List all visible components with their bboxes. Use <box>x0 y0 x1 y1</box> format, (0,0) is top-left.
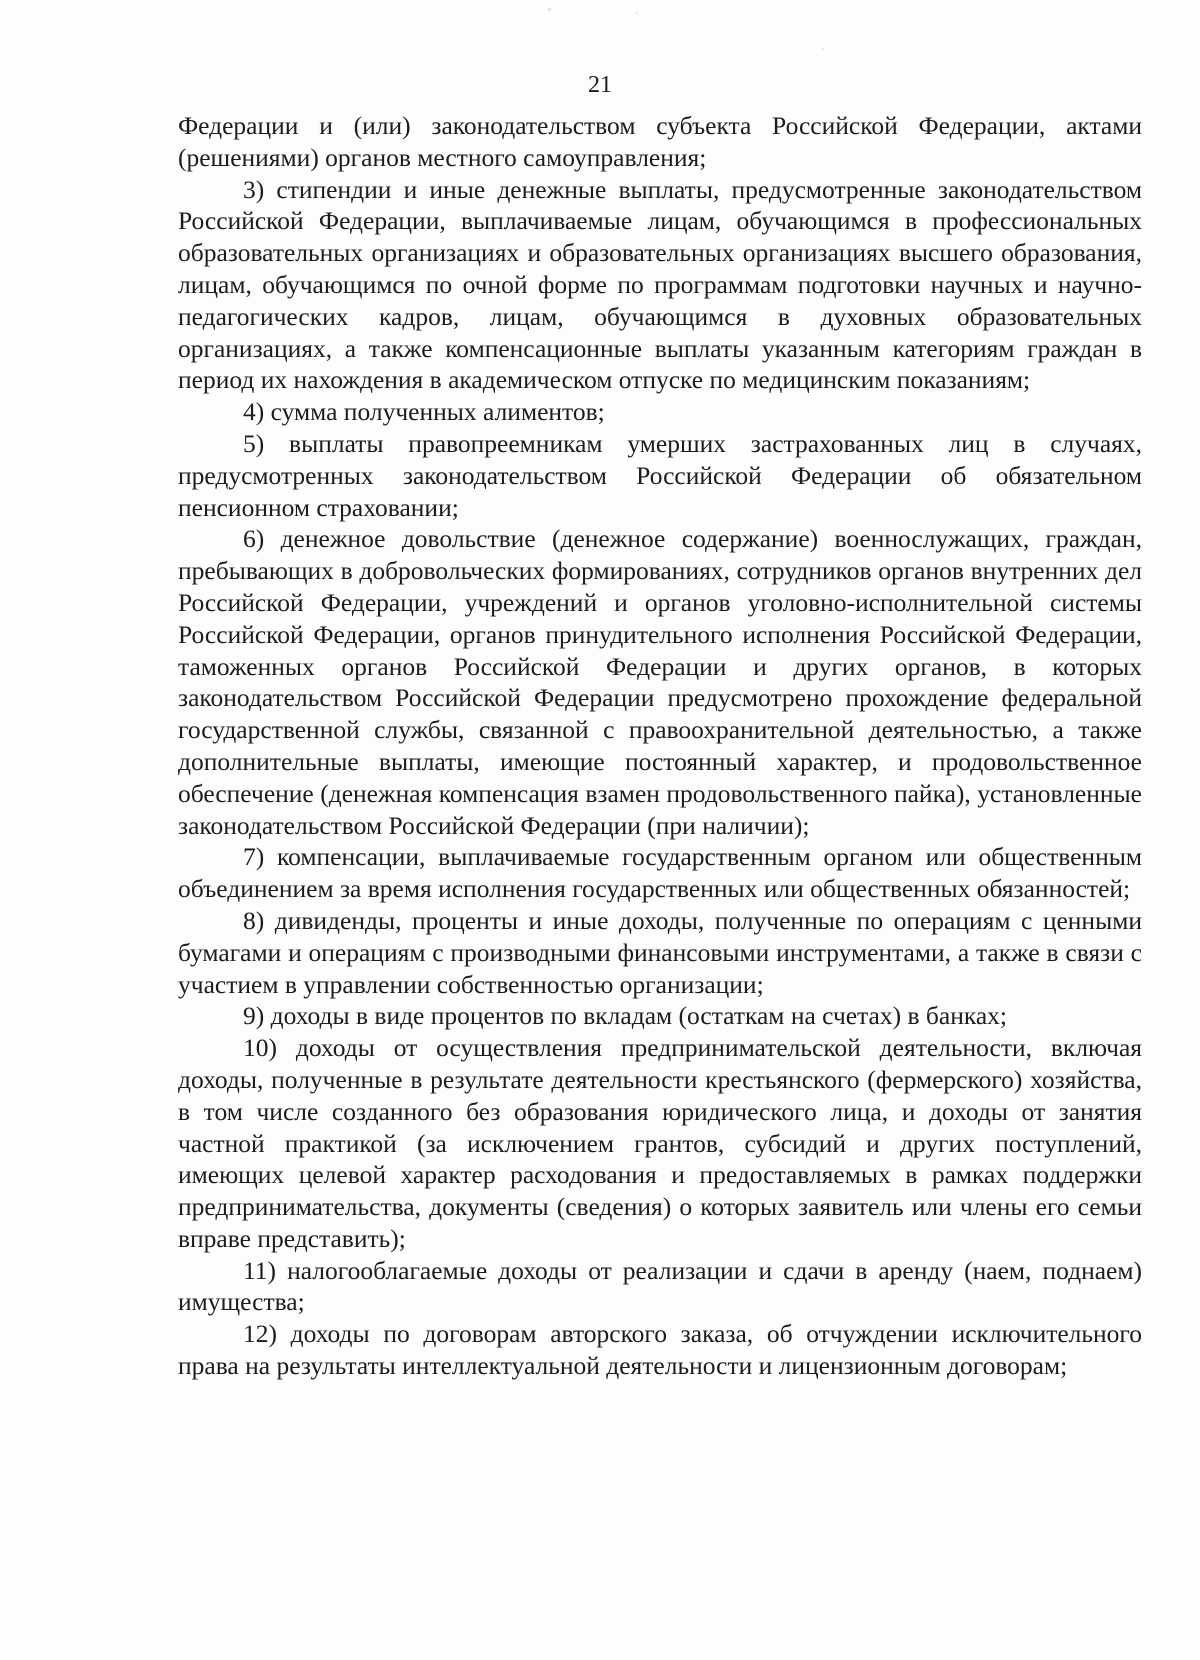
list-item-5: 5) выплаты правопреемникам умерших застрахованных лиц в случаях, предусмотренных законодательством Российской Федерации об обязательном пенсионном страховании; <box>178 428 1142 522</box>
list-item-9: 9) доходы в виде процентов по вкладам (остаткам на счетах) в банках; <box>243 1001 1008 1031</box>
scan-speck <box>822 48 824 50</box>
document-body <box>178 110 1142 1382</box>
list-item-11: 11) налогооблагаемые доходы от реализации и сдачи в аренду (наем, поднаем) имущества; <box>178 1255 1142 1317</box>
list-item-7: 7) компенсации, выплачиваемые государственным органом или общественным объединением за время исполнения государственных или общественных обязанностей; <box>178 842 1142 904</box>
list-item-6: 6) денежное довольствие (денежное содержание) военнослужащих, граждан, пребывающих в добровольческих формированиях, сотрудников органов внутренних дел Российской Федерации, учреждений и органов уголовно-исполнительной системы Российской Федерации, органов принудительного исполнения Российской Федерации, таможенных органов Российской Федерации и других органов, в которых законодательством Российской Федерации предусмотрено прохождение федеральной государственной службы, связанной с правоохранительной деятельностью, а также дополнительные выплаты, имеющие постоянный характер, и продовольственное обеспечение (денежная компенсация взамен продовольственного пайка), установленные законодательством Российской Федерации (при наличии); <box>178 524 1142 840</box>
page-number: 21 <box>588 72 612 98</box>
list-item-12: 12) доходы по договорам авторского заказа, об отчуждении исключительного права на результаты интеллектуальной деятельности и лицензионным договорам; <box>178 1319 1142 1381</box>
list-item-8: 8) дивиденды, проценты и иные доходы, полученные по операциям с ценными бумагами и операциям с производными финансовыми инструментами, а также в связи с участием в управлении собственностью организации; <box>178 905 1142 999</box>
list-item-3: 3) стипендии и иные денежные выплаты, предусмотренные законодательством Российской Федерации, выплачиваемые лицам, обучающимся в профессиональных образовательных организациях и образовательных организациях высшего образования, лицам, обучающимся по очной форме по программам подготовки научных и научно-педагогических кадров, лицам, обучающимся в духовных образовательных организациях, а также компенсационные выплаты указанным категориям граждан в период их нахождения в академическом отпуске по медицинским показаниям; <box>178 174 1142 395</box>
paragraph-continuation: Федерации и (или) законодательством субъекта Российской Федерации, актами (решениями) органов местного самоуправления; <box>178 111 1142 172</box>
list-item-10: 10) доходы от осуществления предпринимательской деятельности, включая доходы, полученные в результате деятельности крестьянского (фермерского) хозяйства, в том числе созданного без образования юридического лица, и доходы от занятия частной практикой (за исключением грантов, субсидий и других поступлений, имеющих целевой характер расходования и предоставляемых в рамках поддержки предпринимательства, документы (сведения) о которых заявитель или члены его семьи вправе представить); <box>178 1033 1142 1253</box>
scan-speck <box>548 8 551 11</box>
list-item-4: 4) сумма полученных алиментов; <box>243 397 605 427</box>
scan-speck <box>636 12 638 14</box>
